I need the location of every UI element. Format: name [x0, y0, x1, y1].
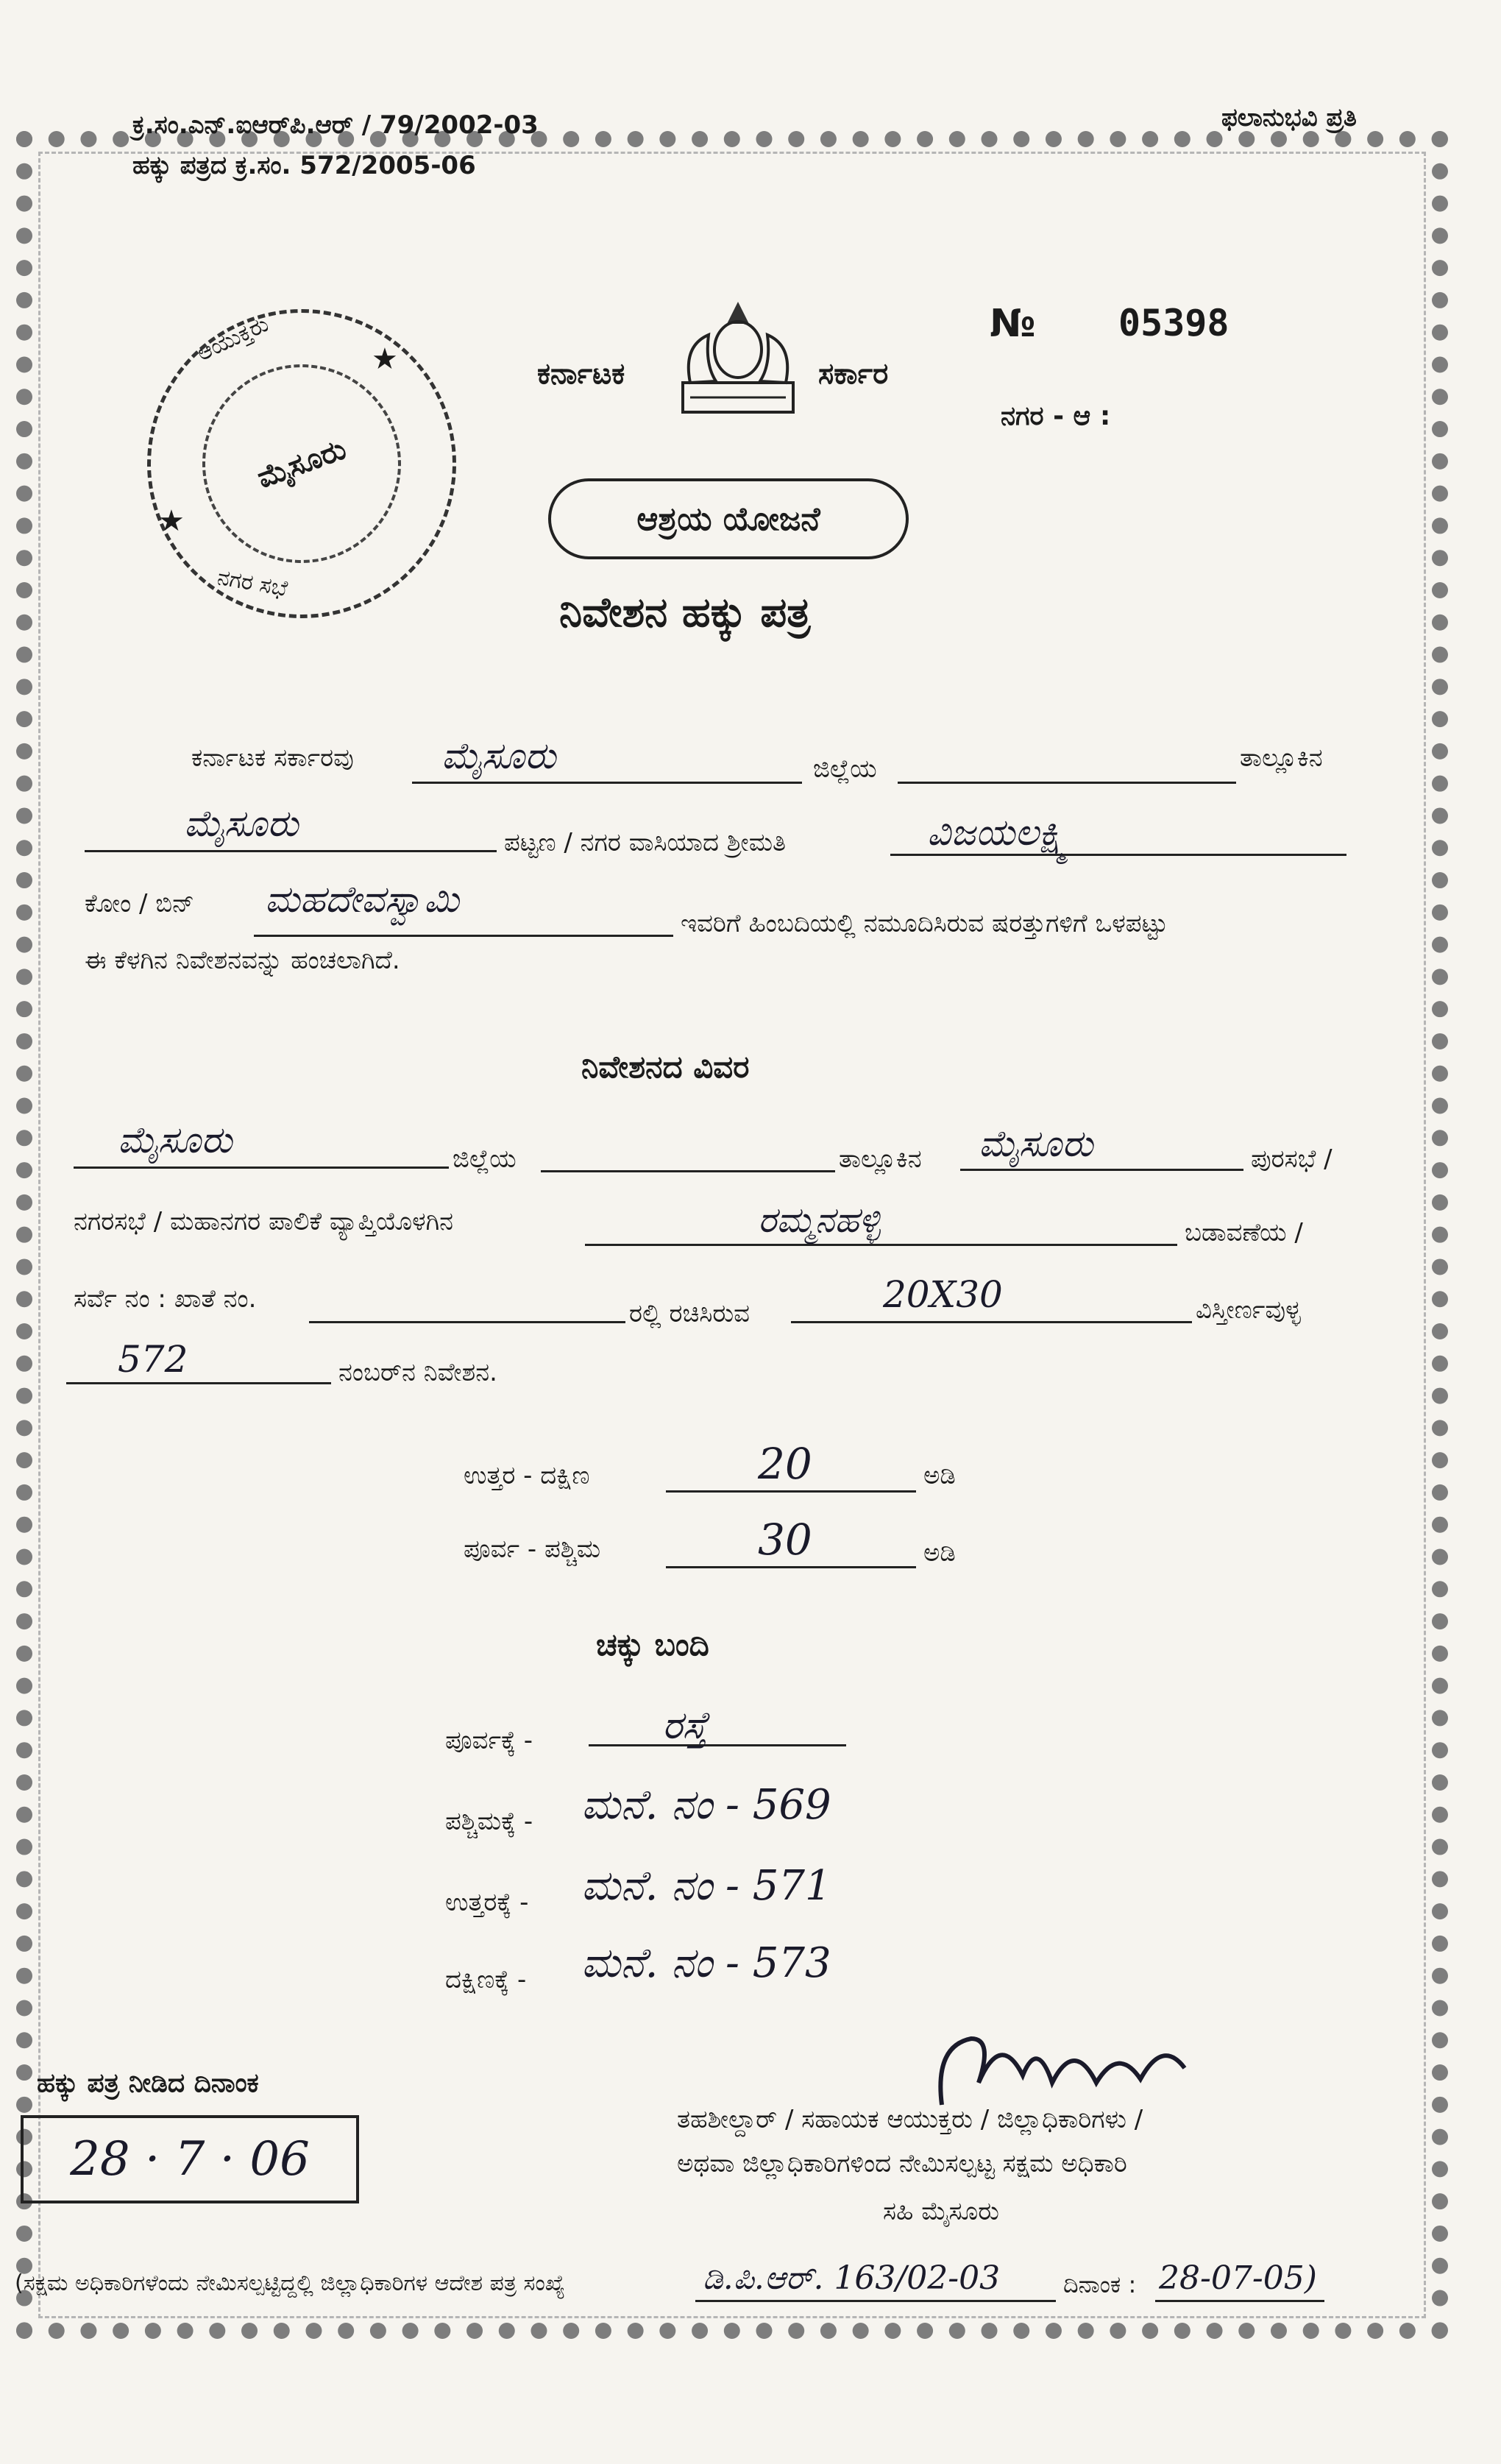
seal-top-text: ಆಯುಕ್ತರು — [193, 311, 273, 367]
south-boundary: ಮನೆ. ನಂ - 573 — [581, 1939, 831, 1987]
allotment-statement: ಈ ಕೆಳಗಿನ ನಿವೇಶನವನ್ನು ಹಂಚಲಾಗಿದೆ. — [85, 946, 400, 975]
authority-line-1: ತಹಶೀಲ್ದಾರ್ / ಸಹಾಯಕ ಆಯುಕ್ತರು / ಜಿಲ್ಲಾಧಿಕಾರಿಗಳು / — [677, 2105, 1143, 2134]
city-label: ನಗರ - ಆ : — [1001, 401, 1111, 431]
reference-line-1: ಕ್ರ.ಸಂ.ಎನ್.ಐಆರ್‌ಪಿ.ಆರ್ / 79/2002-03 — [132, 110, 539, 140]
order-number: ಡಿ.ಪಿ.ಆರ್. 163/02-03 — [703, 2259, 1001, 2297]
govt-label-right: ಸರ್ಕಾರ — [818, 357, 889, 391]
east-west-label: ಪೂರ್ವ - ಪಶ್ಚಿಮ — [464, 1534, 601, 1564]
govt-label-left: ಕರ್ನಾಟಕ — [537, 357, 625, 391]
north-label: ಉತ್ತರಕ್ಕೆ - — [445, 1888, 529, 1917]
east-west-value: 30 — [758, 1515, 812, 1565]
state-emblem-icon — [661, 294, 815, 427]
survey-mid-label: ರಲ್ಲಿ ರಚಿಸಿರುವ — [629, 1299, 750, 1328]
order-date-label: ದಿನಾಂಕ : — [1063, 2270, 1137, 2298]
boundaries-heading: ಚಕ್ಕು ಬಂದಿ — [596, 1626, 709, 1663]
star-icon: ★ — [158, 504, 185, 538]
details-taluk: ಮೈಸೂರು — [979, 1122, 1093, 1165]
details-district: ಮೈಸೂರು — [118, 1119, 233, 1161]
details-taluk-label: ತಾಲ್ಲೂಕಿನ — [839, 1144, 922, 1174]
east-label: ಪೂರ್ವಕ್ಕೆ - — [445, 1726, 533, 1755]
layout-prefix: ನಗರಸಭೆ / ಮಹಾನಗರ ಪಾಲಿಕೆ ವ್ಯಾಪ್ತಿಯೊಳಗಿನ — [74, 1207, 454, 1236]
layout-label: ಬಡಾವಣೆಯ / — [1185, 1218, 1303, 1247]
town-label: ಪಟ್ಟಣ / ನಗರ ವಾಸಿಯಾದ ಶ್ರೀಮತಿ — [504, 828, 787, 857]
reference-line-2: ಹಕ್ಕು ಪತ್ರದ ಕ್ರ.ಸಂ. 572/2005-06 — [132, 151, 476, 180]
site-number-label: ನಂಬರ್‌ನ ನಿವೇಶನ. — [338, 1358, 497, 1387]
document-number: 05398 — [1118, 302, 1229, 344]
west-boundary: ಮನೆ. ನಂ - 569 — [581, 1781, 831, 1829]
district-value: ಮೈಸೂರು — [441, 734, 556, 777]
site-size: 20X30 — [883, 1273, 1003, 1316]
order-prefix: (ಸಕ್ಷಮ ಅಧಿಕಾರಿಗಳೆಂದು ನೇಮಿಸಲ್ಪಟ್ಟಿದ್ದಲ್ಲಿ ಜಿಲ್ಲಾಧಿಕಾರಿಗಳ ಆದೇಶ ಪತ್ರ ಸಂಖ್ಯೆ — [15, 2270, 565, 2296]
allotment-prefix: ಕರ್ನಾಟಕ ಸರ್ಕಾರವು — [191, 743, 354, 773]
east-boundary: ರಸ್ತೆ — [662, 1704, 708, 1748]
layout-value: ರಮ್ಮನಹಳ್ಳಿ — [758, 1200, 881, 1241]
north-south-label: ಉತ್ತರ - ದಕ್ಷಿಣ — [464, 1461, 590, 1490]
unit-label-2: ಅಡಿ — [923, 1538, 956, 1568]
town-value: ಮೈಸೂರು — [184, 802, 299, 845]
beneficiary-copy-label: ಫಲಾನುಭವಿ ಪ್ರತಿ — [1221, 103, 1357, 132]
area-label: ವಿಸ್ತೀರ್ಣವುಳ್ಳ — [1196, 1295, 1301, 1325]
spouse-label: ಕೋಂ / ಬಿನ್ — [85, 889, 195, 918]
issue-date-label: ಹಕ್ಕು ಪತ್ರ ನೀಡಿದ ದಿನಾಂಕ — [37, 2068, 259, 2098]
issue-date: 28 · 7 · 06 — [70, 2132, 310, 2187]
taluk-label: ತಾಲ್ಲೂಕಿನ — [1240, 743, 1323, 773]
beneficiary-name: ವಿಜಯಲಕ್ಷ್ಮಿ — [927, 811, 1071, 854]
west-label: ಪಶ್ಚಿಮಕ್ಕೆ - — [445, 1807, 533, 1836]
spouse-name: ಮಹದೇವಸ್ವಾಮಿ — [265, 878, 459, 921]
conditions-text: ಇವರಿಗೆ ಹಿಂಬದಿಯಲ್ಲಿ ನಮೂದಿಸಿರುವ ಷರತ್ತುಗಳಿಗೆ ಒಳಪಟ್ಟು — [681, 909, 1168, 938]
authority-line-3: ಸಹಿ ಮೈಸೂರು — [883, 2197, 999, 2226]
scheme-badge: ಆಶ್ರಯ ಯೋಜನೆ — [548, 478, 909, 559]
issue-date-box — [21, 2115, 359, 2203]
details-district-label: ಜಿಲ್ಲೆಯ — [453, 1144, 517, 1174]
unit-label-1: ಅಡಿ — [923, 1461, 956, 1490]
page-title: ನಿವೇಶನ ಹಕ್ಕು ಪತ್ರ — [559, 589, 811, 637]
authority-line-2: ಅಥವಾ ಜಿಲ್ಲಾಧಿಕಾರಿಗಳಿಂದ ನೇಮಿಸಲ್ಪಟ್ಟ ಸಕ್ಷಮ ಅಧಿಕಾರಿ — [677, 2149, 1127, 2178]
north-boundary: ಮನೆ. ನಂ - 571 — [581, 1862, 831, 1910]
survey-label: ಸರ್ವೆ ನಂ : ಖಾತೆ ನಂ. — [74, 1284, 257, 1314]
number-label: № — [990, 302, 1036, 346]
seal-center-text: ಮೈಸೂರು — [174, 336, 429, 591]
north-south-value: 20 — [758, 1439, 812, 1489]
district-label: ಜಿಲ್ಲೆಯ — [813, 754, 877, 784]
details-heading: ನಿವೇಶನದ ವಿವರ — [581, 1049, 750, 1085]
south-label: ದಕ್ಷಿಣಕ್ಕೆ - — [445, 1965, 527, 1994]
star-icon: ★ — [372, 342, 398, 376]
order-date: 28-07-05) — [1159, 2259, 1317, 2297]
official-seal — [147, 309, 456, 618]
site-number: 572 — [118, 1338, 188, 1381]
seal-bottom-text: ನಗರ ಸಭೆ — [215, 564, 290, 603]
municipality-label: ಪುರಸಭೆ / — [1251, 1144, 1333, 1174]
